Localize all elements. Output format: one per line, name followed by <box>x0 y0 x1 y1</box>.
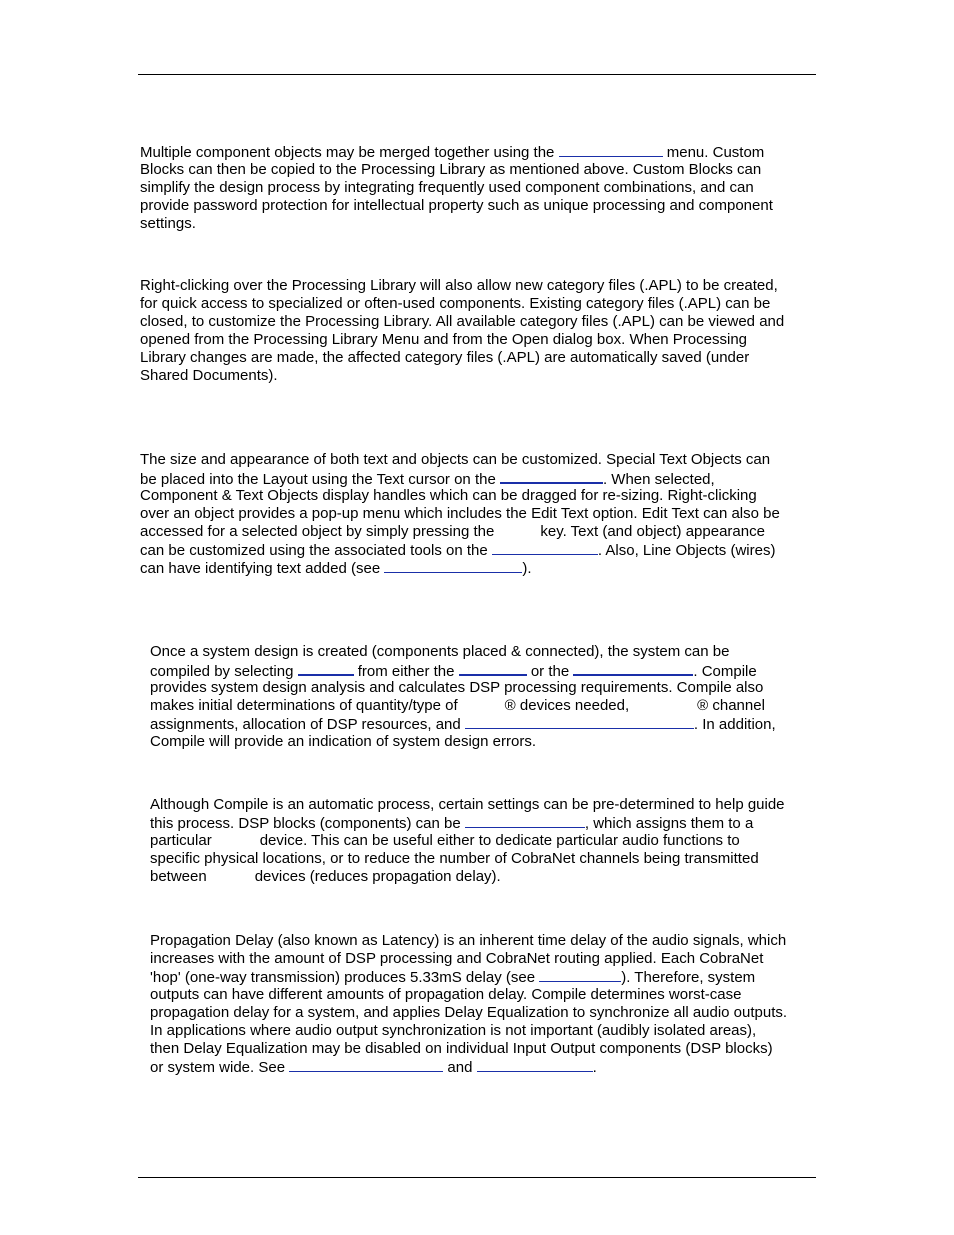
text-line: from either the <box>357 663 455 680</box>
toolbar-link[interactable] <box>500 469 603 484</box>
text-line: makes initial determinations of quantity/type of <box>150 697 458 714</box>
text-line: settings. <box>140 215 196 232</box>
text-line: accessed for a selected object by simply pressing the <box>140 523 495 540</box>
menu-link[interactable] <box>459 661 527 676</box>
text-line: specific physical locations, or to reduce the number of CobraNet channels being transmitted <box>150 850 759 867</box>
toolbar-link[interactable] <box>492 541 598 555</box>
text-line: provides system design analysis and calculates DSP processing requirements. Compile also <box>150 679 764 696</box>
text-line: . <box>592 1059 597 1076</box>
text-line: over an object provides a pop-up menu which includes the Edit Text option. Edit Text can also be <box>140 505 780 522</box>
text-line: Library changes are made, the affected category files (.APL) are automatically saved (under <box>140 349 750 366</box>
text-line: Although Compile is an automatic process, certain settings can be pre-determined to help guide <box>150 796 785 813</box>
text-line: device. This can be useful either to dedicate particular audio functions to <box>259 832 740 849</box>
text-line: . Also, Line Objects (wires) <box>597 542 776 559</box>
header-rule <box>138 74 816 75</box>
text-line: or the <box>530 663 570 680</box>
text-line: menu. Custom <box>666 144 765 161</box>
text-line: The size and appearance of both text and objects can be customized. Special Text Objects can <box>140 451 771 468</box>
text-line: In applications where audio output synchronization is not important (audibly isolated areas), <box>150 1022 757 1039</box>
text-line: can be customized using the associated tools on the <box>140 542 488 559</box>
text-line: 'hop' (one-way transmission) produces 5.33mS delay (see <box>150 969 536 986</box>
text-line: Shared Documents). <box>140 367 278 384</box>
toolbar-link[interactable] <box>573 661 693 676</box>
delay-reference-link[interactable] <box>539 968 621 982</box>
text-line: and <box>447 1059 473 1076</box>
text-line: between <box>150 868 207 885</box>
text-line: compiled by selecting <box>150 663 294 680</box>
delay-equalization-link[interactable] <box>289 1058 443 1072</box>
text-line: , which assigns them to a <box>584 815 754 832</box>
text-line: key. Text (and object) appearance <box>540 523 765 540</box>
text-line: ). Therefore, system <box>621 969 756 986</box>
text-line: particular <box>150 832 212 849</box>
text-line: increases with the amount of DSP processing and CobraNet routing applied. Each CobraNet <box>150 950 764 967</box>
text-line: Multiple component objects may be merged together using the <box>140 144 555 161</box>
custom-blocks-paragraph <box>140 143 773 233</box>
compile-settings-paragraph <box>150 796 785 886</box>
text-line: Propagation Delay (also known as Latency) is an inherent time delay of the audio signals, which <box>150 932 787 949</box>
allocation-link[interactable] <box>465 715 694 729</box>
text-line: for quick access to specialized or often-used components. Existing category files (.APL) can be <box>140 295 771 312</box>
text-line: ® channel <box>697 697 765 714</box>
compile-paragraph <box>150 643 776 751</box>
propagation-delay-paragraph <box>150 932 787 1076</box>
menu-link[interactable] <box>559 143 663 157</box>
footer-rule <box>138 1177 816 1178</box>
text-line: . Compile <box>693 663 757 680</box>
text-line: Once a system design is created (components placed & connected), the system can be <box>150 643 730 660</box>
line-objects-link[interactable] <box>384 559 522 573</box>
text-line: propagation delay for a system, and applies Delay Equalization to synchronize all audio outputs. <box>150 1004 788 1021</box>
text-line: closed, to customize the Processing Library. All available category files (.APL) can be viewed and <box>140 313 785 330</box>
text-line: assignments, allocation of DSP resources, and <box>150 716 461 733</box>
registered-mark: ® <box>504 697 516 714</box>
text-line: Blocks can then be copied to the Processing Library as mentioned above. Custom Blocks can <box>140 161 762 178</box>
text-objects-paragraph <box>140 451 780 577</box>
text-line: ). <box>522 560 532 577</box>
text-line: be placed into the Layout using the Text cursor on the <box>140 471 496 488</box>
text-line: Compile will provide an indication of system design errors. <box>150 733 537 750</box>
text-line: this process. DSP blocks (components) can be <box>150 815 461 832</box>
text-line: . When selected, <box>602 471 715 488</box>
text-line: Right-clicking over the Processing Library will also allow new category files (.APL) to be created, <box>140 277 778 294</box>
assign-link[interactable] <box>465 814 585 828</box>
text-line: opened from the Processing Library Menu and from the Open dialog box. When Processing <box>140 331 748 348</box>
text-line: . In addition, <box>693 716 776 733</box>
text-line: simplify the design process by integrating frequently used component combinations, and can <box>140 179 754 196</box>
text-line: devices (reduces propagation delay). <box>254 868 501 885</box>
compile-link[interactable] <box>298 661 354 676</box>
text-line: can have identifying text added (see <box>140 560 381 577</box>
text-line: provide password protection for intellectual property such as unique processing and component <box>140 197 773 214</box>
text-line: then Delay Equalization may be disabled on individual Input Output components (DSP blocks) <box>150 1040 773 1057</box>
text-line: outputs can have different amounts of propagation delay. Compile determines worst-case <box>150 986 742 1003</box>
text-line: or system wide. See <box>150 1059 286 1076</box>
system-settings-link[interactable] <box>477 1058 593 1072</box>
text-line: devices needed, <box>519 697 630 714</box>
category-files-paragraph <box>140 277 784 385</box>
text-line: Component & Text Objects display handles which can be dragged for re-sizing. Right-clicking <box>140 487 757 504</box>
